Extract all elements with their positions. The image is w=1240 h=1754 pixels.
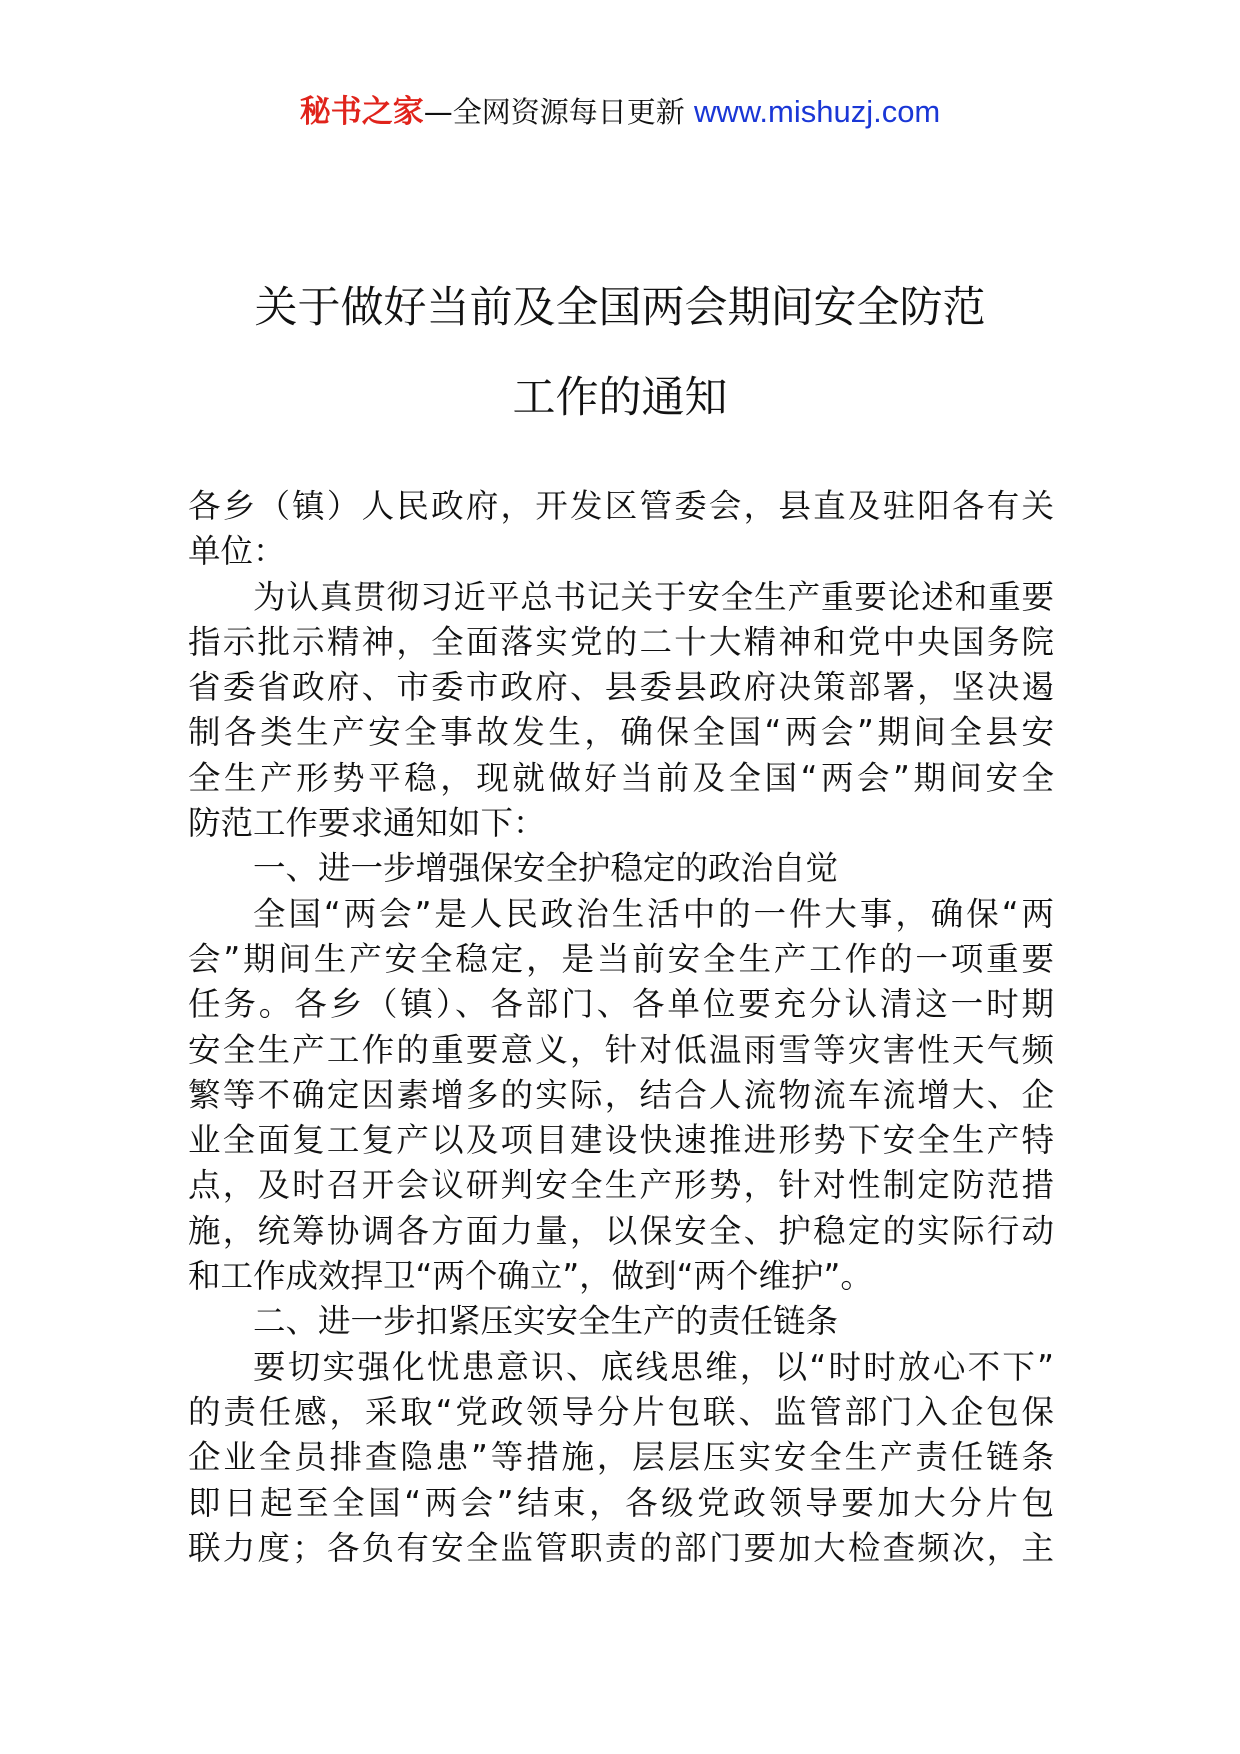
- site-url-link[interactable]: www.mishuzj.com: [693, 94, 941, 129]
- document-body: [188, 484, 1054, 1571]
- brand-name: 秘书之家: [299, 94, 424, 130]
- paragraph-line: 的责任感，采取“党政领导分片包联、监管部门入企包保: [188, 1392, 1054, 1431]
- paragraph-line: 会”期间生产安全稳定，是当前安全生产工作的一项重要: [188, 939, 1054, 978]
- paragraph-line: 任务。各乡（镇）、各部门、各单位要充分认清这一时期: [188, 985, 1054, 1024]
- paragraph-line: 全国“两会”是人民政治生活中的一件大事，确保“两: [253, 894, 1054, 933]
- salutation-line: 单位：: [188, 532, 286, 571]
- section-heading: 一、进一步增强保安全护稳定的政治自觉: [253, 849, 839, 888]
- paragraph-line: 安全生产工作的重要意义，针对低温雨雪等灾害性天气频: [188, 1030, 1054, 1069]
- paragraph-line: 业全面复工复产以及项目建设快速推进形势下安全生产特: [188, 1121, 1054, 1160]
- paragraph-line: 施，统筹协调各方面力量，以保安全、护稳定的实际行动: [188, 1211, 1054, 1250]
- paragraph-line: 制各类生产安全事故发生，确保全国“两会”期间全县安: [188, 713, 1054, 752]
- paragraph-line: 和工作成效捍卫“两个确立”，做到“两个维护”。: [188, 1257, 873, 1296]
- paragraph-line: 要切实强化忧患意识、底线思维，以“时时放心不下”: [253, 1347, 1054, 1386]
- paragraph-line: 省委省政府、市委市政府、县委县政府决策部署，坚决遏: [188, 668, 1054, 707]
- salutation-line: 各乡（镇）人民政府，开发区管委会，县直及驻阳各有关: [188, 487, 1054, 525]
- paragraph-line: 点，及时召开会议研判安全生产形势，针对性制定防范措: [188, 1166, 1054, 1205]
- paragraph-line: 即日起至全国“两会”结束，各级党政领导要加大分片包: [188, 1483, 1054, 1522]
- banner-tagline: —全网资源每日更新: [423, 95, 694, 129]
- paragraph-line: 为认真贯彻习近平总书记关于安全生产重要论述和重要: [253, 577, 1054, 616]
- document-title-line-1: 关于做好当前及全国两会期间安全防范: [254, 283, 986, 333]
- paragraph-line: 联力度；各负有安全监管职责的部门要加大检查频次，主: [188, 1528, 1054, 1567]
- paragraph-line: 指示批示精神，全面落实党的二十大精神和党中央国务院: [188, 622, 1054, 661]
- paragraph-line: 企业全员排查隐患”等措施，层层压实安全生产责任链条: [188, 1438, 1054, 1477]
- section-heading: 二、进一步扣紧压实安全生产的责任链条: [253, 1302, 839, 1341]
- paragraph-line: 全生产形势平稳，现就做好当前及全国“两会”期间安全: [188, 758, 1054, 797]
- site-banner: [0, 92, 1240, 132]
- document-title-line-2: 工作的通知: [512, 373, 728, 423]
- paragraph-line: 繁等不确定因素增多的实际，结合人流物流车流增大、企: [188, 1075, 1054, 1114]
- paragraph-line: 防范工作要求通知如下：: [188, 804, 546, 843]
